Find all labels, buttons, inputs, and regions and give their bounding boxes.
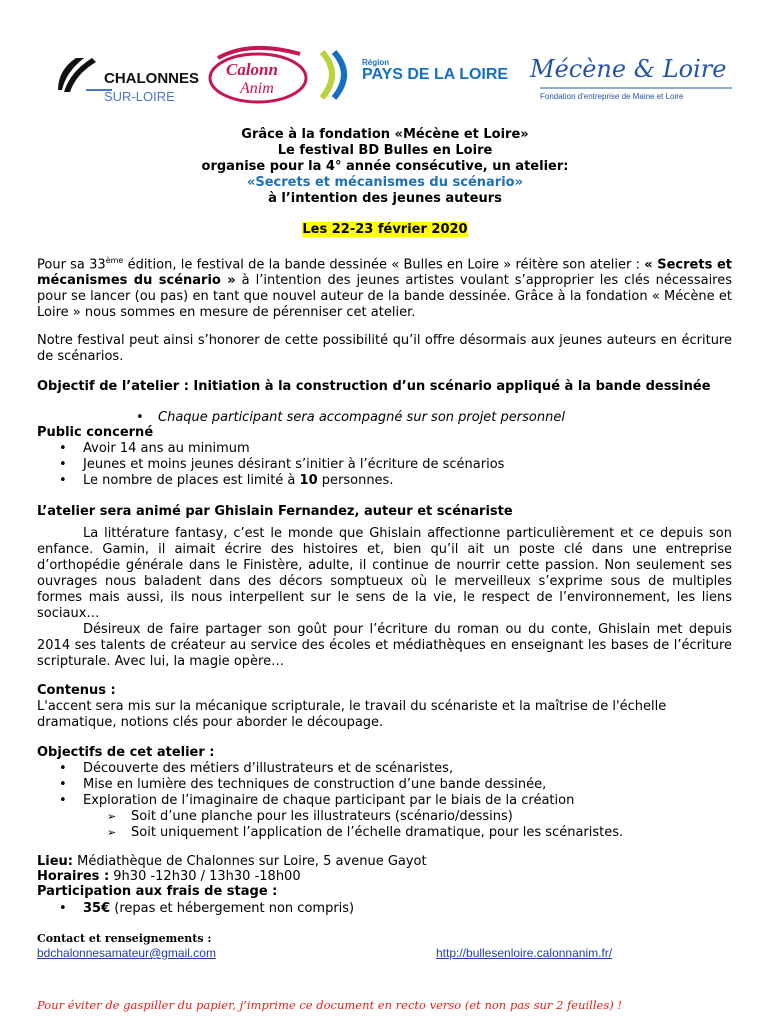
intro-p1-a: Pour sa 33 <box>37 257 106 273</box>
event-date-wrap <box>0 222 770 238</box>
price-list <box>37 901 732 917</box>
participation-title: Participation aux frais de stage : <box>37 884 278 899</box>
places-count: 10 <box>299 473 318 488</box>
pdl-name: PAYS DE LA LOIRE <box>362 66 509 83</box>
objectifs-sublist <box>37 809 732 841</box>
header-line-3: organise pour la 4° année consécutive, un atelier: <box>201 159 569 174</box>
places-text: Le nombre de places est limité à <box>83 473 300 488</box>
price-wrap <box>37 901 732 917</box>
places-text-end: personnes. <box>317 473 394 488</box>
horaires-line <box>37 869 732 885</box>
list-item <box>37 473 732 489</box>
intro-paragraph-2: Notre festival peut ainsi s’honorer de cette possibilité qu’il offre désormais aux jeunes auteurs en écriture de scénarios. <box>37 333 732 364</box>
footer-note: Pour éviter de gaspiller du papier, j’imprime ce document en recto verso (et non pas sur 2 feuilles) ! <box>37 998 623 1012</box>
list-item: • Mise en lumière des techniques de construction d’une bande dessinée, <box>37 777 732 793</box>
objectif-item: • Chaque participant sera accompagné sur son projet personnel <box>136 410 565 425</box>
lieu-value: Médiathèque de Chalonnes sur Loire, 5 avenue Gayot <box>73 854 427 869</box>
horaires-value: 9h30 -12h30 / 13h30 -18h00 <box>109 869 301 884</box>
objectif-item-text: Chaque participant sera accompagné sur son projet personnel <box>158 410 565 425</box>
list-item: ➢ Soit d’une planche pour les illustrateurs (scénario/dessins) <box>37 809 732 825</box>
price-value: 35€ <box>83 901 111 916</box>
list-item: • Jeunes et moins jeunes désirant s’initier à l’écriture de scénarios <box>37 457 732 473</box>
calonnanim-text: Calonn <box>226 60 278 79</box>
intro-p1-c: à l’intention des jeunes artistes voulant s’approprier les clés nécessaires pour se lancer (ou pas) en tant que nouvel auteur de la bande dessinée. Grâce à la fondation « Mécène et Loire » nous sommes en mesure de pérenniser cet atelier. <box>37 273 733 321</box>
objectifs-title: Objectifs de cet atelier : <box>37 745 215 760</box>
public-list <box>37 441 732 489</box>
list-item: ➢ Soit uniquement l’application de l’échelle dramatique, pour les scénaristes. <box>37 825 732 841</box>
mecene-sub: Fondation d'entreprise de Maine et Loire <box>540 92 684 101</box>
region-label: Région <box>362 58 390 67</box>
list-item <box>37 901 732 917</box>
logo-bar <box>0 0 770 120</box>
intro-p1-bold: « Secrets et mécanismes du scénario » <box>37 257 732 289</box>
mecene-title: Mécène & Loire <box>530 55 727 83</box>
header-line-2: Le festival BD Bulles en Loire <box>277 143 493 158</box>
chalonnes-sub: SUR-LOIRE <box>104 89 175 104</box>
contenus-text: L'accent sera mis sur la mécanique scripturale, le travail du scénariste et la maîtrise de l'échelle dramatique, notions clés pour aborder le découpage. <box>37 699 667 730</box>
header-line-1: Grâce à la fondation «Mécène et Loire» <box>241 127 529 142</box>
public-title: Public concerné <box>37 425 154 440</box>
objectif-title: Objectif de l’atelier : Initiation à la construction d’un scénario appliqué à la bande dessinée <box>37 379 711 394</box>
header-line-5: à l’intention des jeunes auteurs <box>268 191 502 206</box>
horaires-label: Horaires : <box>37 869 110 884</box>
header-line-4: «Secrets et mécanismes du scénario» <box>246 175 524 190</box>
intro-p1-b: édition, le festival de la bande dessinée « Bulles en Loire » réitère son atelier : <box>123 257 645 273</box>
list-item: • Exploration de l’imaginaire de chaque participant par le biais de la création <box>37 793 732 809</box>
list-item: • Avoir 14 ans au minimum <box>37 441 732 457</box>
price-note: (repas et hébergement non compris) <box>110 901 355 916</box>
animateur-paragraph-1: La littérature fantasy, c’est le monde que Ghislain affectionne particulièrement et ce depuis son enfance. Gamin, il aimait écrire des histoires et, bien qu’il ait un poste clé dans une entreprise d’orthopédie générale dans le Finistère, adulte, il continue de nourrir cette passion. Non seulement ses ouvrages nous baladent dans des décors somptueux où le merveilleux s’exprime sous de multiples formes mais aussi, ils nous interpellent sur le sens de la vie, le respect de l’environnement, les liens sociaux… <box>37 526 732 621</box>
pays-de-la-loire-logo-icon <box>322 52 344 98</box>
contenus-title: Contenus : <box>37 683 116 698</box>
contact-email-link[interactable]: bdchalonnesamateur@gmail.com <box>37 946 216 960</box>
calonnanim-sub: Anim <box>240 80 274 97</box>
contact-title: Contact et renseignements : <box>37 932 212 945</box>
animateur-title: L’atelier sera animé par Ghislain Fernandez, auteur et scénariste <box>37 504 513 519</box>
intro-paragraph-1 <box>37 253 732 321</box>
event-date: Les 22-23 février 2020 <box>302 222 468 237</box>
chalonnes-name: CHALONNES <box>104 70 200 87</box>
list-item: • Découverte des métiers d’illustrateurs et de scénaristes, <box>37 761 732 777</box>
lieu-label: Lieu: <box>37 854 74 869</box>
public-list-wrap <box>37 441 732 489</box>
animateur-paragraph-2: Désireux de faire partager son goût pour l’écriture du roman ou du conte, Ghislain met depuis 2014 ses talents de créateur au service des écoles et médiathèques en enseignant les bases de l’écriture scripturale. Avec lui, la magie opère… <box>37 622 732 669</box>
website-link[interactable]: http://bullesenloire.calonnanim.fr/ <box>436 946 613 960</box>
intro-p1-sup: ème <box>105 256 124 265</box>
objectifs-list <box>37 761 732 809</box>
lieu-line <box>37 854 732 870</box>
objectifs-list-wrap <box>37 761 732 841</box>
